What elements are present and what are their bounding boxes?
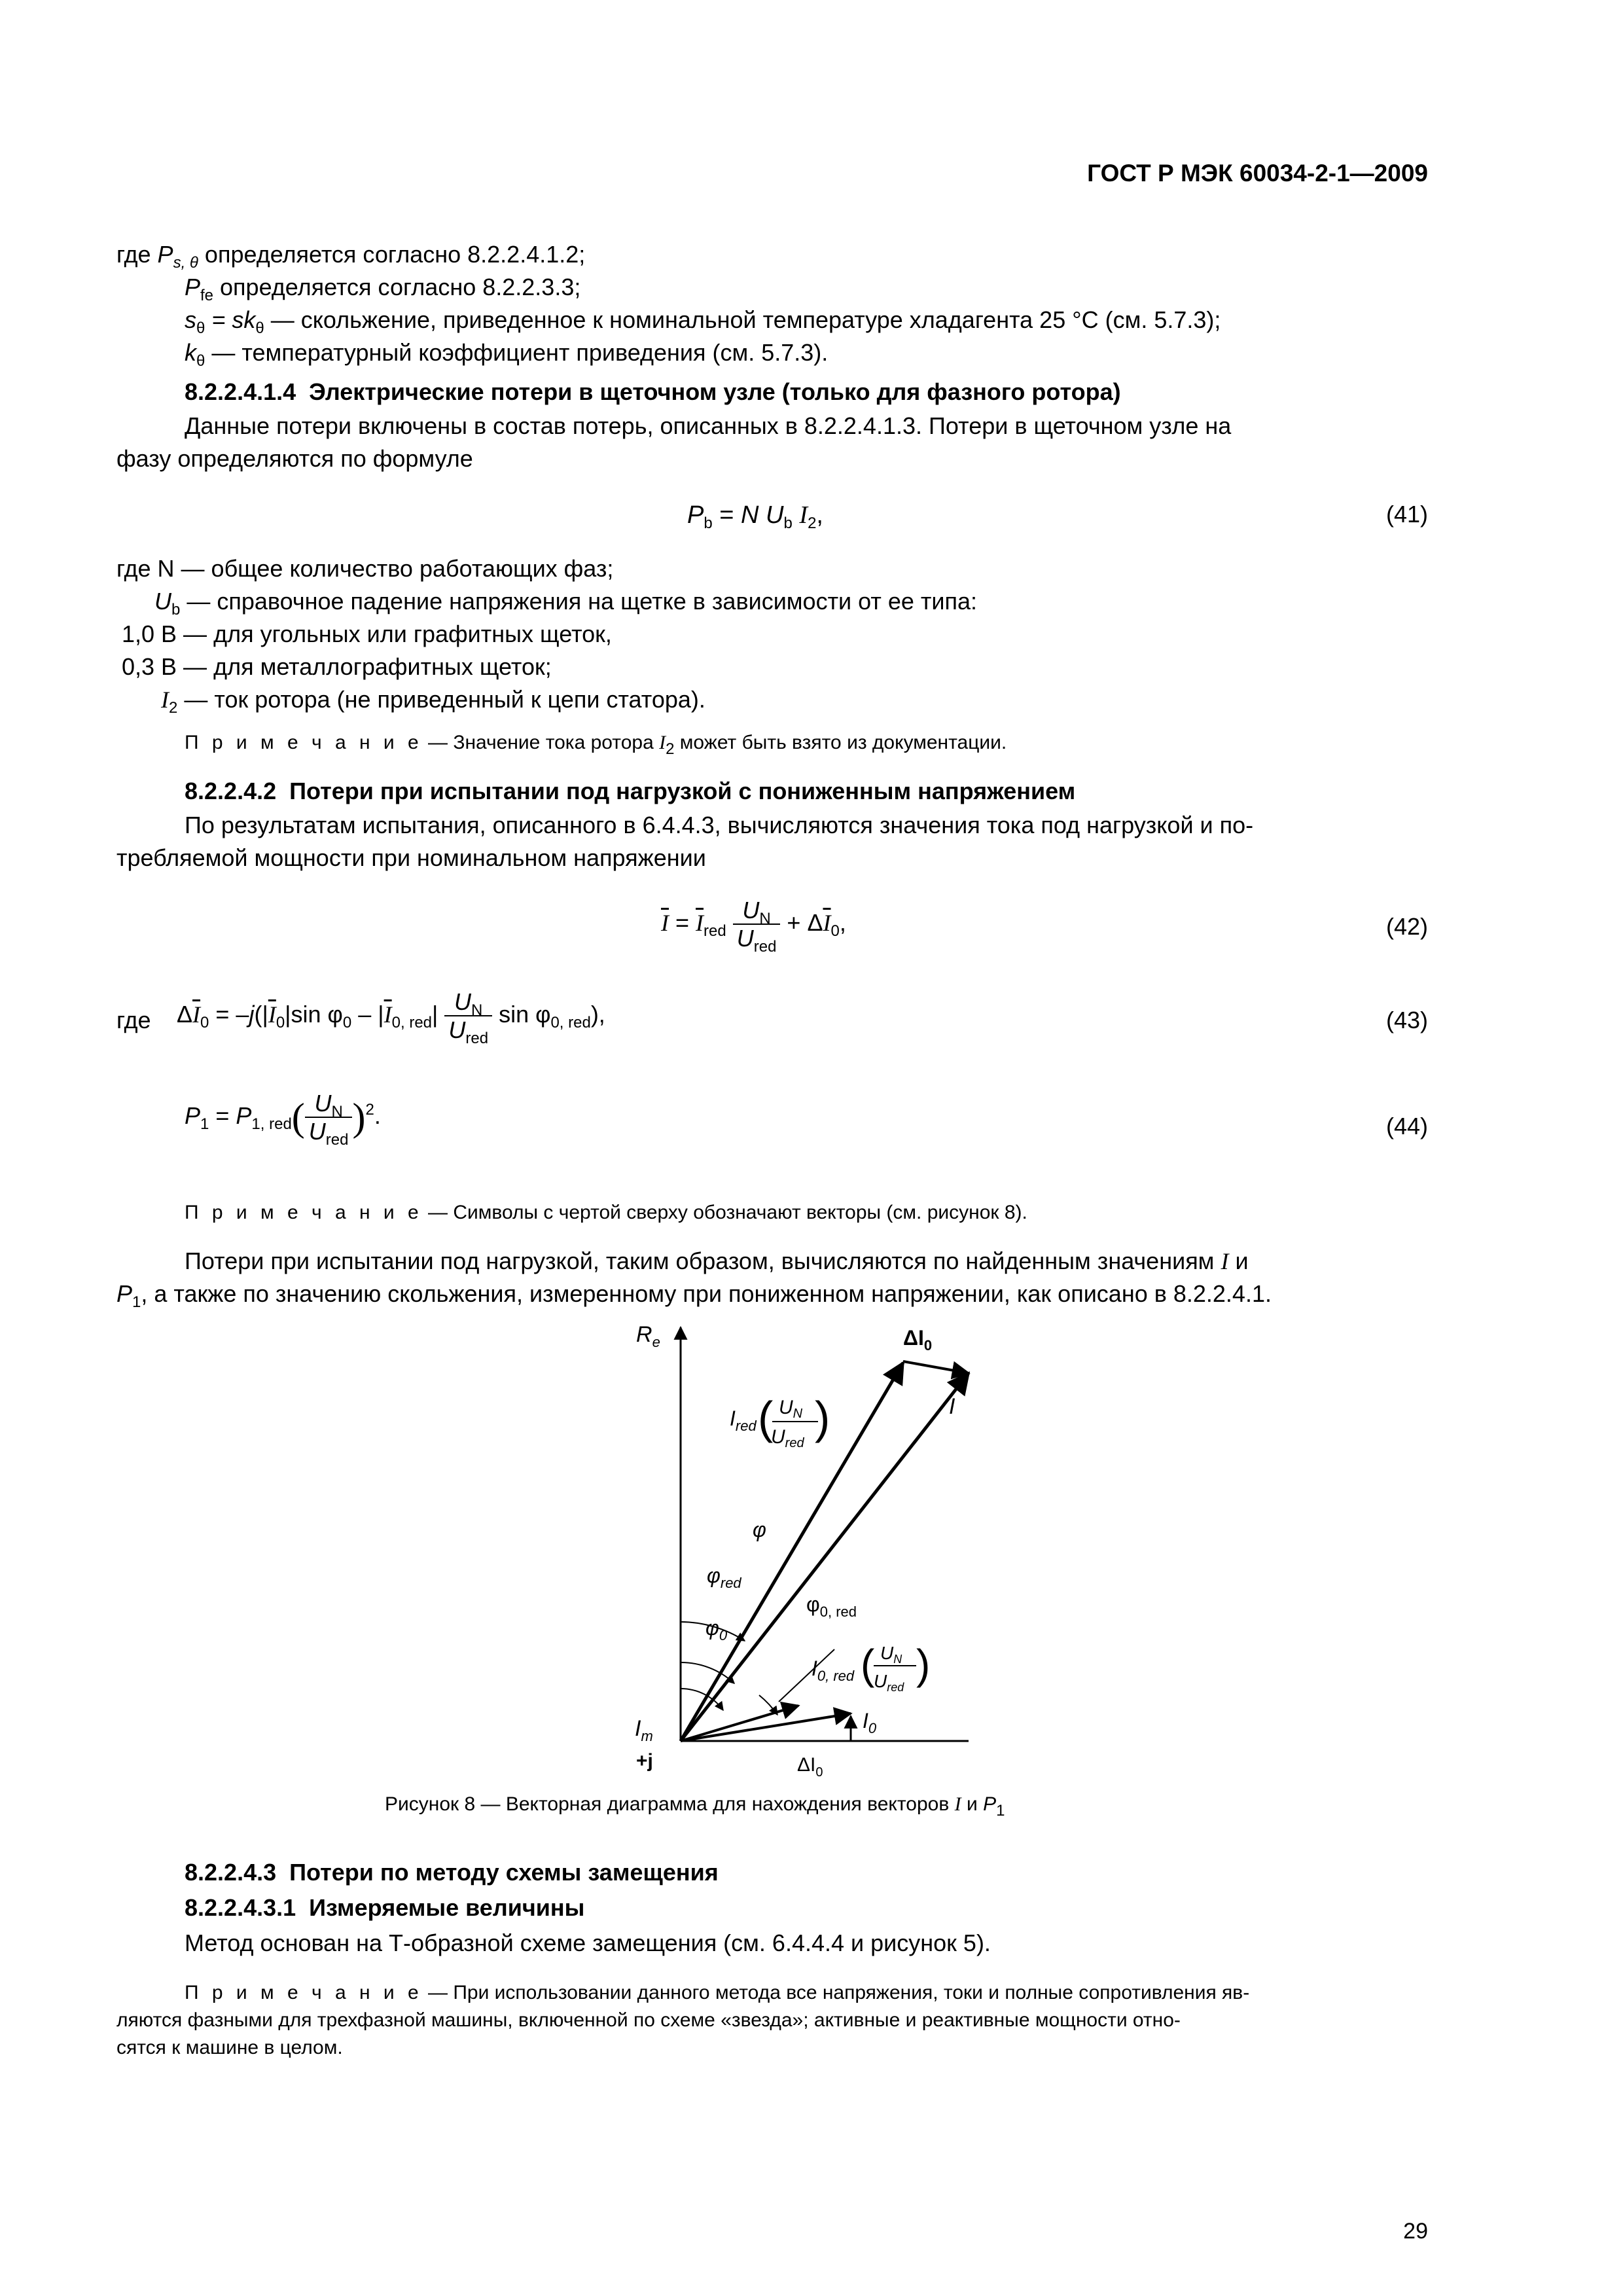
- paren-left-fig: (: [758, 1392, 774, 1443]
- paragraph-line: Данные потери включены в состав потерь, описанных в 8.2.2.4.1.3. Потери в щеточном узле на: [185, 412, 1232, 439]
- label-plus-j: +j: [636, 1750, 653, 1772]
- equation-number-41: (41): [1385, 501, 1428, 528]
- section-heading-8-2-2-4-1-4: 8.2.2.4.1.4 Электрические потери в щеточном узле (только для фазного ротора): [185, 378, 1121, 405]
- where-label: где: [116, 1007, 151, 1033]
- equation-41: $P_b = N$ $U_b$ $I_2$,: [687, 501, 823, 532]
- vector-delta-i0-top: [903, 1361, 969, 1373]
- paragraph-line: $P_1$, а также по значению скольжения, измеренному при пониженном напряжении, как описано в 8.2.2.4.1.: [116, 1280, 1272, 1311]
- page-number: 29: [1403, 2219, 1428, 2244]
- paren-left-fig2: (: [861, 1641, 875, 1688]
- definition-pfe: $P_{fe}$ определяется согласно 8.2.2.3.3;: [185, 274, 581, 304]
- equation-number-44: (44): [1385, 1113, 1428, 1139]
- label-un-fig: $U_N$: [779, 1397, 803, 1421]
- paragraph-line: Метод основан на Т-образной схеме замещения (см. 6.4.4.4 и рисунок 5).: [185, 1929, 991, 1956]
- label-delta-i0-bottom: $\Delta I_0$: [797, 1754, 823, 1780]
- definition-s-theta: $s_\theta = sk_\theta$ — скольжение, приведенное к номинальной температуре хладагента 25 °C (см. 5.7.3);: [185, 306, 1221, 337]
- paragraph-line: По результатам испытания, описанного в 6.4.4.3, вычисляются значения тока под нагрузкой и по-: [185, 812, 1254, 838]
- figure-caption: Рисунок 8 — Векторная диаграмма для нахождения векторов I и $P_1$: [385, 1793, 1005, 1820]
- label-ured-fig2: $U_{red}$: [874, 1671, 904, 1694]
- document-header: ГОСТ Р МЭК 60034-2-1—2009: [1087, 160, 1428, 187]
- label-phi0: $\varphi_0$: [705, 1616, 728, 1643]
- section-heading-8-2-2-4-3: 8.2.2.4.3 Потери по методу схемы замещения: [185, 1859, 719, 1886]
- where-i2: $I_2$ — ток ротора (не приведенный к цепи статора).: [161, 686, 705, 717]
- label-phi0red: $\varphi_{0, red}$: [806, 1592, 857, 1620]
- label-phi-red: $\varphi_{red}$: [707, 1564, 741, 1591]
- note-vector-symbols: П р и м е ч а н и е — Символы с чертой сверху обозначают векторы (см. рисунок 8).: [185, 1202, 1027, 1223]
- label-phi: φ: [753, 1518, 766, 1541]
- vector-i0: [681, 1713, 851, 1741]
- paragraph-line: Потери при испытании под нагрузкой, таким образом, вычисляются по найденным значениям I и: [185, 1247, 1249, 1274]
- paren-right-fig: ): [815, 1392, 830, 1443]
- where-n: где N — общее количество работающих фаз;: [116, 555, 614, 582]
- paragraph-line: фазу определяются по формуле: [116, 445, 473, 472]
- label-i0: $I_0$: [863, 1709, 877, 1736]
- note-equivalent-circuit: П р и м е ч а н и е — При использовании данного метода все напряжения, токи и полные сопротивления яв-: [185, 1982, 1250, 2003]
- label-im: $I_m$: [635, 1716, 653, 1744]
- paren-right-fig2: ): [916, 1641, 931, 1688]
- brush-type-carbon: 1,0 В — для угольных или графитных щеток,: [122, 620, 612, 647]
- note-line: сятся к машине в целом.: [116, 2037, 343, 2058]
- label-ired: $I_{red}$: [730, 1407, 757, 1434]
- label-i0red: $I_{0, red}$: [812, 1657, 855, 1684]
- label-ured-fig: $U_{red}$: [771, 1426, 804, 1450]
- equation-44: $P_1 = P_{1, red}$( $\frac{U_N}{U_{red}}$ )$^2$.: [185, 1090, 381, 1149]
- equation-number-43: (43): [1385, 1007, 1428, 1033]
- note-line: ляются фазными для трехфазной машины, включенной по схеме «звезда»; активные и реактивные мощности отно-: [116, 2009, 1181, 2031]
- definition-ps-theta: где $P_{s, \theta}$ определяется согласно 8.2.2.4.1.2;: [116, 241, 586, 272]
- equation-number-42: (42): [1385, 913, 1428, 940]
- equation-43: $\Delta\overline{I}_0 = -j(|\overline{I}_0|\sin$ $\varphi_0 - |\overline{I}_{0, red}|$ $\frac{U_N}{U_{red}}$ $\sin \varphi_{0, red}$),: [177, 988, 605, 1048]
- label-re: $R_e$: [636, 1322, 660, 1350]
- label-un-fig2: $U_N$: [880, 1643, 902, 1666]
- label-delta-i0-top: $\Delta I_0$: [903, 1326, 933, 1354]
- vector-diagram-figure: [563, 1309, 1021, 1780]
- section-heading-8-2-2-4-3-1: 8.2.2.4.3.1 Измеряемые величины: [185, 1894, 585, 1921]
- equation-42: $\overline{I} = \overline{I}_{red}$ $\frac{U_N}{U_{red}}$ + $\Delta\overline{I}_0$,: [661, 897, 846, 956]
- section-heading-8-2-2-4-2: 8.2.2.4.2 Потери при испытании под нагрузкой с пониженным напряжением: [185, 778, 1076, 804]
- note-rotor-current: П р и м е ч а н и е — Значение тока ротора $I_2$ может быть взято из документации.: [185, 732, 1007, 758]
- paragraph-line: требляемой мощности при номинальном напряжении: [116, 844, 706, 871]
- arc-phi0red: [759, 1695, 777, 1715]
- label-i: I: [949, 1394, 955, 1419]
- where-ub: $U_b$ — справочное падение напряжения на щетке в зависимости от ее типа:: [154, 588, 978, 619]
- brush-type-metal-graphite: 0,3 В — для металлографитных щеток;: [122, 653, 552, 680]
- definition-k-theta: $k_\theta$ — температурный коэффициент приведения (см. 5.7.3).: [185, 339, 829, 370]
